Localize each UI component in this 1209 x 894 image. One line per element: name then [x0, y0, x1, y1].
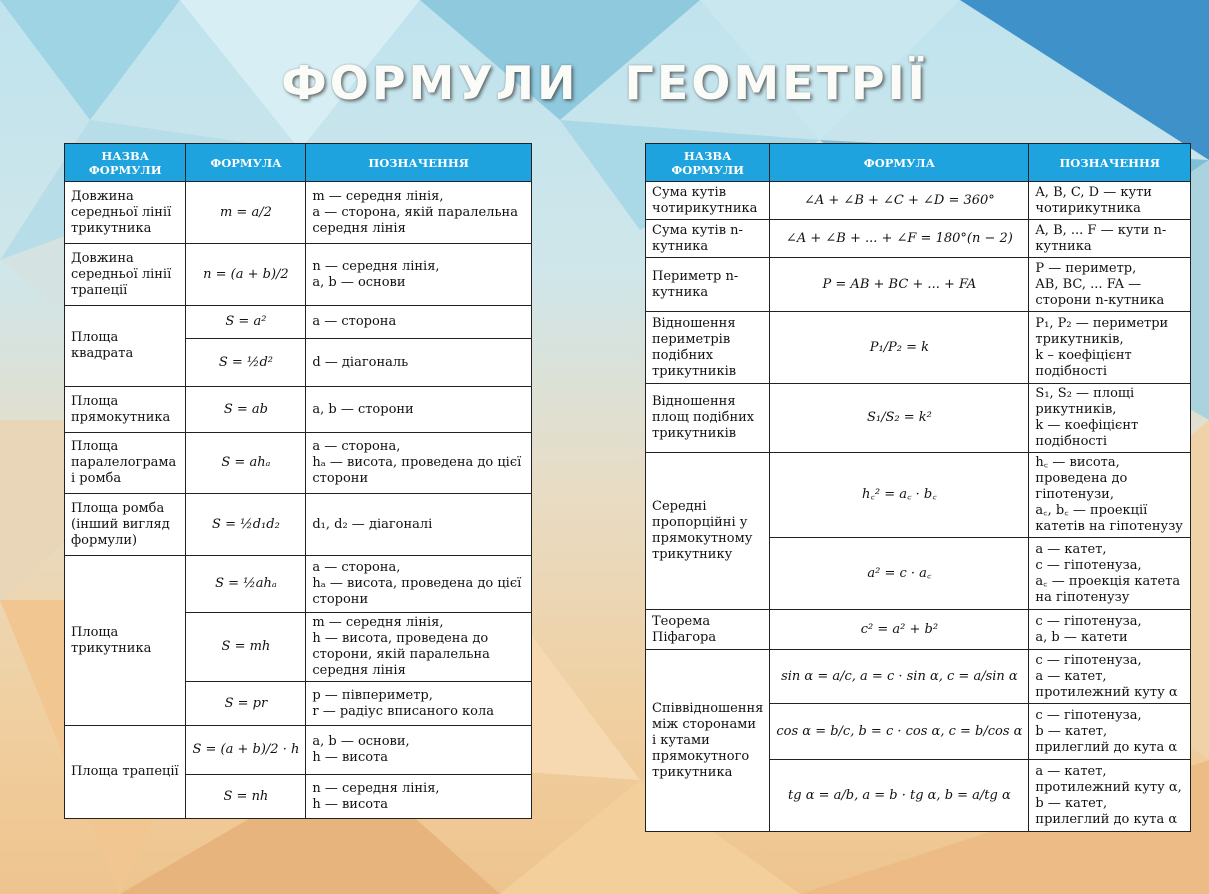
formula-description: h꜀ — висота, проведена до гіпотенузи, a꜀, b꜀ — проекції катетів на гіпотенузу	[1029, 453, 1191, 538]
formula-cell: S = ½d₁d₂	[186, 494, 306, 556]
formula-cell: P₁/P₂ = k	[770, 312, 1029, 384]
header-desc: ПОЗНАЧЕННЯ	[1029, 144, 1191, 182]
formula-name: Відношення периметрів подібних трикутників	[646, 312, 770, 384]
formula-name: Теорема Піфагора	[646, 610, 770, 650]
formula-cell: S = a²	[186, 306, 306, 339]
table-row	[65, 556, 532, 613]
formula-cell: tg α = a/b, a = b · tg α, b = a/tg α	[770, 760, 1029, 832]
formula-cell: S = nh	[186, 775, 306, 819]
table-row	[646, 182, 1191, 220]
formula-cell: n = (a + b)/2	[186, 244, 306, 306]
formula-cell: m = a/2	[186, 182, 306, 244]
formula-description: A, B, ... F — кути n-кутника	[1029, 220, 1191, 258]
formula-cell: S = mh	[186, 613, 306, 682]
formula-cell: S = ½ahₐ	[186, 556, 306, 613]
formula-name: Довжина середньої лінії трапеції	[65, 244, 186, 306]
page-title	[0, 56, 1209, 110]
formula-name: Сума кутів n-кутника	[646, 220, 770, 258]
formula-name: Сума кутів чотирикутника	[646, 182, 770, 220]
formula-description: S₁, S₂ — площі рикутників, k — коефіцієнт подібності	[1029, 384, 1191, 453]
formula-description: p — півпериметр, r — радіус вписаного кола	[306, 682, 532, 726]
formula-cell: sin α = a/c, a = c · sin α, c = a/sin α	[770, 650, 1029, 704]
header-name: НАЗВА ФОРМУЛИ	[65, 144, 186, 182]
formula-cell: P = AB + BC + ... + FA	[770, 258, 1029, 312]
formula-description: c — гіпотенуза, a — катет, протилежний куту α	[1029, 650, 1191, 704]
header-desc: ПОЗНАЧЕННЯ	[306, 144, 532, 182]
formula-cell: c² = a² + b²	[770, 610, 1029, 650]
table-row	[646, 312, 1191, 384]
formula-name: Площа трапеції	[65, 726, 186, 819]
header-formula: ФОРМУЛА	[770, 144, 1029, 182]
table-row	[65, 306, 532, 339]
right-formula-table	[645, 143, 1191, 832]
formula-cell: S = ahₐ	[186, 433, 306, 494]
table-row	[65, 244, 532, 306]
formula-description: m — середня лінія, h — висота, проведена до сторони, якій паралельна середня лінія	[306, 613, 532, 682]
formula-name: Площа квадрата	[65, 306, 186, 387]
table-row	[646, 650, 1191, 704]
formula-cell: ∠A + ∠B + ∠C + ∠D = 360°	[770, 182, 1029, 220]
formula-name: Відношення площ подібних трикутників	[646, 384, 770, 453]
formula-cell: ∠A + ∠B + ... + ∠F = 180°(n − 2)	[770, 220, 1029, 258]
table-row	[65, 726, 532, 775]
formula-description: n — середня лінія, h — висота	[306, 775, 532, 819]
table-row	[646, 453, 1191, 538]
formula-cell: S₁/S₂ = k²	[770, 384, 1029, 453]
formula-description: m — середня лінія, a — сторона, якій паралельна середня лінія	[306, 182, 532, 244]
formula-name: Співвідношення між сторонами і кутами прямокутного трикутника	[646, 650, 770, 832]
table-row	[646, 384, 1191, 453]
left-formula-table	[64, 143, 532, 819]
table-row	[646, 258, 1191, 312]
table-row	[65, 433, 532, 494]
table-row	[65, 387, 532, 433]
title-word-1: ФОРМУЛИ	[281, 56, 579, 110]
formula-cell: S = (a + b)/2 · h	[186, 726, 306, 775]
formula-description: c — гіпотенуза, b — катет, прилеглий до кута α	[1029, 704, 1191, 760]
formula-name: Площа прямокутника	[65, 387, 186, 433]
formula-cell: cos α = b/c, b = c · cos α, c = b/cos α	[770, 704, 1029, 760]
formula-cell: a² = c · a꜀	[770, 538, 1029, 610]
formula-description: P₁, P₂ — периметри трикутників, k – коефіцієнт подібності	[1029, 312, 1191, 384]
formula-description: A, B, C, D — кути чотирикутника	[1029, 182, 1191, 220]
formula-description: c — гіпотенуза, a, b — катети	[1029, 610, 1191, 650]
header-formula: ФОРМУЛА	[186, 144, 306, 182]
formula-description: a, b — основи, h — висота	[306, 726, 532, 775]
formula-cell: S = ½d²	[186, 339, 306, 387]
formula-cell: h꜀² = a꜀ · b꜀	[770, 453, 1029, 538]
table-row	[65, 182, 532, 244]
formula-name: Площа паралелограма і ромба	[65, 433, 186, 494]
formula-name: Середні пропорційні у прямокутному трикутнику	[646, 453, 770, 610]
header-name: НАЗВА ФОРМУЛИ	[646, 144, 770, 182]
formula-description: a — катет, протилежний куту α, b — катет, прилеглий до кута α	[1029, 760, 1191, 832]
title-word-2: ГЕОМЕТРІЇ	[624, 56, 928, 110]
formula-description: P — периметр, AB, BC, ... FA — сторони n-кутника	[1029, 258, 1191, 312]
table-row	[65, 494, 532, 556]
formula-cell: S = pr	[186, 682, 306, 726]
formula-description: a — сторона, hₐ — висота, проведена до цієї сторони	[306, 556, 532, 613]
formula-name: Довжина середньої лінії трикутника	[65, 182, 186, 244]
formula-description: d₁, d₂ — діагоналі	[306, 494, 532, 556]
formula-name: Площа трикутника	[65, 556, 186, 726]
formula-description: a — сторона	[306, 306, 532, 339]
formula-description: a, b — сторони	[306, 387, 532, 433]
formula-description: a — катет, c — гіпотенуза, a꜀ — проекція катета на гіпотенузу	[1029, 538, 1191, 610]
table-row	[646, 610, 1191, 650]
formula-name: Площа ромба (інший вигляд формули)	[65, 494, 186, 556]
formula-description: a — сторона, hₐ — висота, проведена до цієї сторони	[306, 433, 532, 494]
formula-cell: S = ab	[186, 387, 306, 433]
formula-name: Периметр n-кутника	[646, 258, 770, 312]
formula-description: n — середня лінія, a, b — основи	[306, 244, 532, 306]
formula-description: d — діагональ	[306, 339, 532, 387]
table-row	[646, 220, 1191, 258]
